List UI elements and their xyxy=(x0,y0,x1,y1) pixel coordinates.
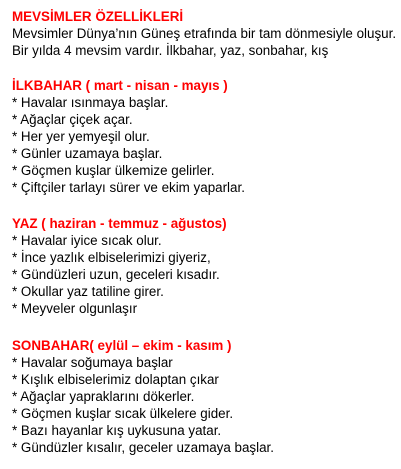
list-item: * Havalar iyice sıcak olur. xyxy=(12,233,162,248)
list-item: * Havalar ısınmaya başlar. xyxy=(12,95,169,110)
list-item: * Göçmen kuşlar ülkemize gelirler. xyxy=(12,163,215,178)
list-item: * Gündüzler kısalır, geceler uzamaya başlar. xyxy=(12,440,274,455)
list-item: * Göçmen kuşlar sıcak ülkelere gider. xyxy=(12,406,234,421)
list-item: * Günler uzamaya başlar. xyxy=(12,146,163,161)
section-heading: YAZ ( haziran - temmuz - ağustos) xyxy=(12,216,227,231)
list-item: * Her yer yemyeşil olur. xyxy=(12,129,150,144)
list-item: * Havalar soğumaya başlar xyxy=(12,355,173,370)
list-item: * Meyveler olgunlaşır xyxy=(12,301,138,316)
section-heading: İLKBAHAR ( mart - nisan - mayıs ) xyxy=(12,78,228,93)
list-item: * Gündüzleri uzun, geceleri kısadır. xyxy=(12,267,220,282)
document-title: MEVSİMLER ÖZELLİKLERİ xyxy=(12,9,184,24)
list-item: * Kışlık elbiselerimiz dolaptan çıkar xyxy=(12,372,219,387)
list-item: * Çiftçiler tarlayı sürer ve ekim yaparlar. xyxy=(12,180,245,195)
section-heading: SONBAHAR( eylül – ekim - kasım ) xyxy=(12,338,232,353)
intro-line-2: Bir yılda 4 mevsim vardır. İlkbahar, yaz, sonbahar, kış xyxy=(12,43,329,58)
list-item: * İnce yazlık elbiselerimizi giyeriz, xyxy=(12,250,211,265)
intro-line-1: Mevsimler Dünya’nın Güneş etrafında bir tam dönmesiyle oluşur. xyxy=(12,26,397,41)
list-item: * Okullar yaz tatiline girer. xyxy=(12,284,164,299)
list-item: * Ağaçlar çiçek açar. xyxy=(12,112,133,127)
list-item: * Bazı hayanlar kış uykusuna yatar. xyxy=(12,423,222,438)
list-item: * Ağaçlar yapraklarını dökerler. xyxy=(12,389,195,404)
